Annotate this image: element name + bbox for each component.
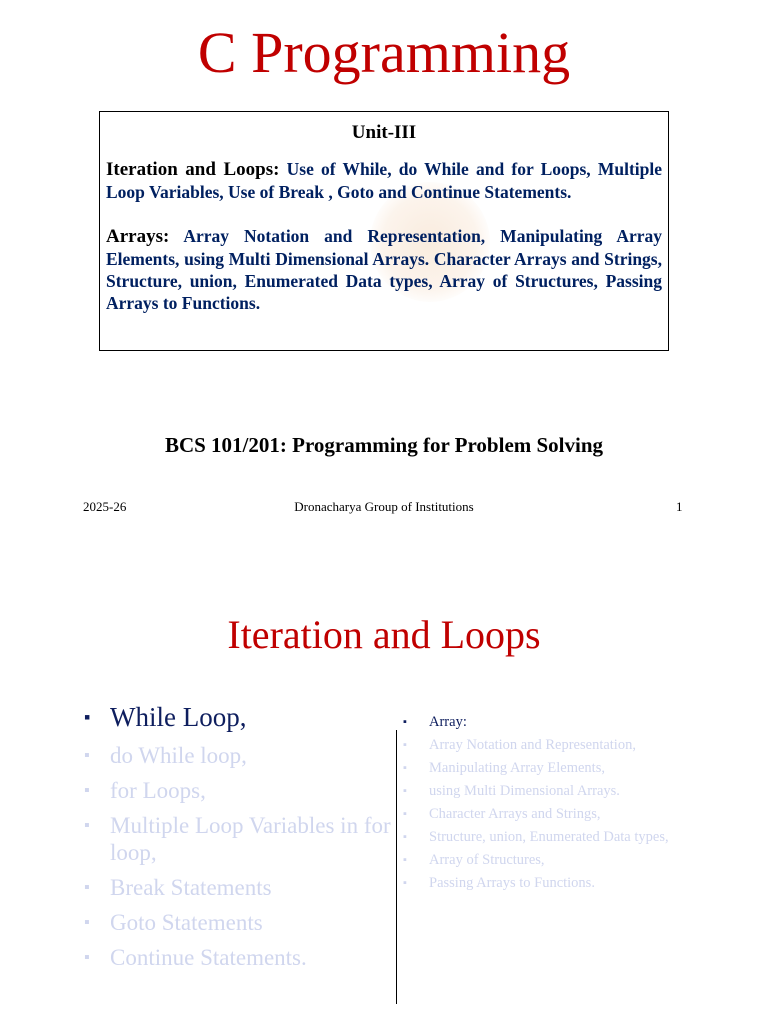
- slide-title: Iteration and Loops: [227, 612, 541, 657]
- list-item: [403, 875, 703, 892]
- paragraph-lead: Arrays:: [106, 226, 170, 247]
- bullet-icon: ▪: [84, 782, 90, 799]
- bullet-icon: ▪: [403, 854, 407, 866]
- slide-2: [0, 540, 768, 1024]
- list-item-label: Multiple Loop Variables in for loop,: [110, 813, 391, 865]
- list-item: [403, 783, 703, 800]
- list-item-label: Array Notation and Representation,: [429, 737, 636, 753]
- bullet-icon: ▪: [84, 747, 90, 764]
- list-item: [84, 742, 404, 769]
- list-item-label: for Loops,: [110, 778, 206, 803]
- list-item-label: Passing Arrays to Functions.: [429, 875, 595, 891]
- list-item-label: Character Arrays and Strings,: [429, 806, 601, 822]
- list-item-label: Goto Statements: [110, 910, 263, 935]
- bullet-icon: ▪: [84, 817, 90, 834]
- bullet-icon: ▪: [84, 949, 90, 966]
- bullet-icon: ▪: [84, 914, 90, 931]
- list-item: [403, 714, 703, 731]
- bullet-icon: ▪: [403, 831, 407, 843]
- list-item-label: Continue Statements.: [110, 945, 307, 970]
- footer-year: 2025-26: [83, 499, 127, 514]
- list-item: [403, 737, 703, 754]
- bullet-icon: ▪: [403, 716, 407, 728]
- list-item: [84, 944, 404, 971]
- list-item-label: Array:: [429, 714, 467, 730]
- list-item-label: While Loop,: [110, 702, 247, 732]
- paragraph-body: Use of While, do While and for Loops, Multiple Loop Variables, Use of Break , Goto and Continue Statements.: [106, 159, 663, 202]
- list-item: [403, 829, 703, 846]
- list-item: [403, 760, 703, 777]
- list-item-label: Structure, union, Enumerated Data types,: [429, 829, 669, 845]
- column-divider: [396, 730, 397, 1004]
- list-item-label: Array of Structures,: [429, 852, 545, 868]
- list-item: [403, 806, 703, 823]
- list-item-label: Manipulating Array Elements,: [429, 760, 605, 776]
- list-item: [84, 874, 404, 901]
- loops-list: [84, 700, 404, 979]
- footer-page-number: 1: [676, 499, 683, 514]
- list-item: [84, 909, 404, 936]
- list-item-label: do While loop,: [110, 743, 247, 768]
- bullet-icon: ▪: [403, 785, 407, 797]
- footer-institution: Dronacharya Group of Institutions: [294, 499, 474, 514]
- list-item-label: using Multi Dimensional Arrays.: [429, 783, 620, 799]
- bullet-icon: ▪: [403, 877, 407, 889]
- paragraph-body: Array Notation and Representation, Manipulating Array Elements, using Multi Dimensional Arrays. Character Arrays and Strings, Structure, union, Enumerated Data types, Array of Structures, Passing Arrays to Functions.: [106, 226, 662, 313]
- bullet-icon: ▪: [403, 739, 407, 751]
- unit-heading: Unit-III: [351, 122, 417, 143]
- list-item: [84, 777, 404, 804]
- iteration-paragraph: [106, 158, 662, 203]
- list-item: [84, 700, 404, 734]
- bullet-icon: ▪: [84, 707, 91, 727]
- bullet-icon: ▪: [84, 879, 90, 896]
- arrays-paragraph: [106, 225, 662, 314]
- bullet-icon: ▪: [403, 762, 407, 774]
- list-item: [84, 812, 404, 866]
- paragraph-lead: Iteration and Loops:: [106, 159, 280, 180]
- slide-title: C Programming: [197, 20, 571, 85]
- list-item-label: Break Statements: [110, 875, 272, 900]
- bullet-icon: ▪: [403, 808, 407, 820]
- arrays-list: [403, 714, 703, 898]
- list-item: [403, 852, 703, 869]
- syllabus-box: [99, 111, 669, 351]
- course-subject: BCS 101/201: Programming for Problem Solving: [164, 433, 604, 457]
